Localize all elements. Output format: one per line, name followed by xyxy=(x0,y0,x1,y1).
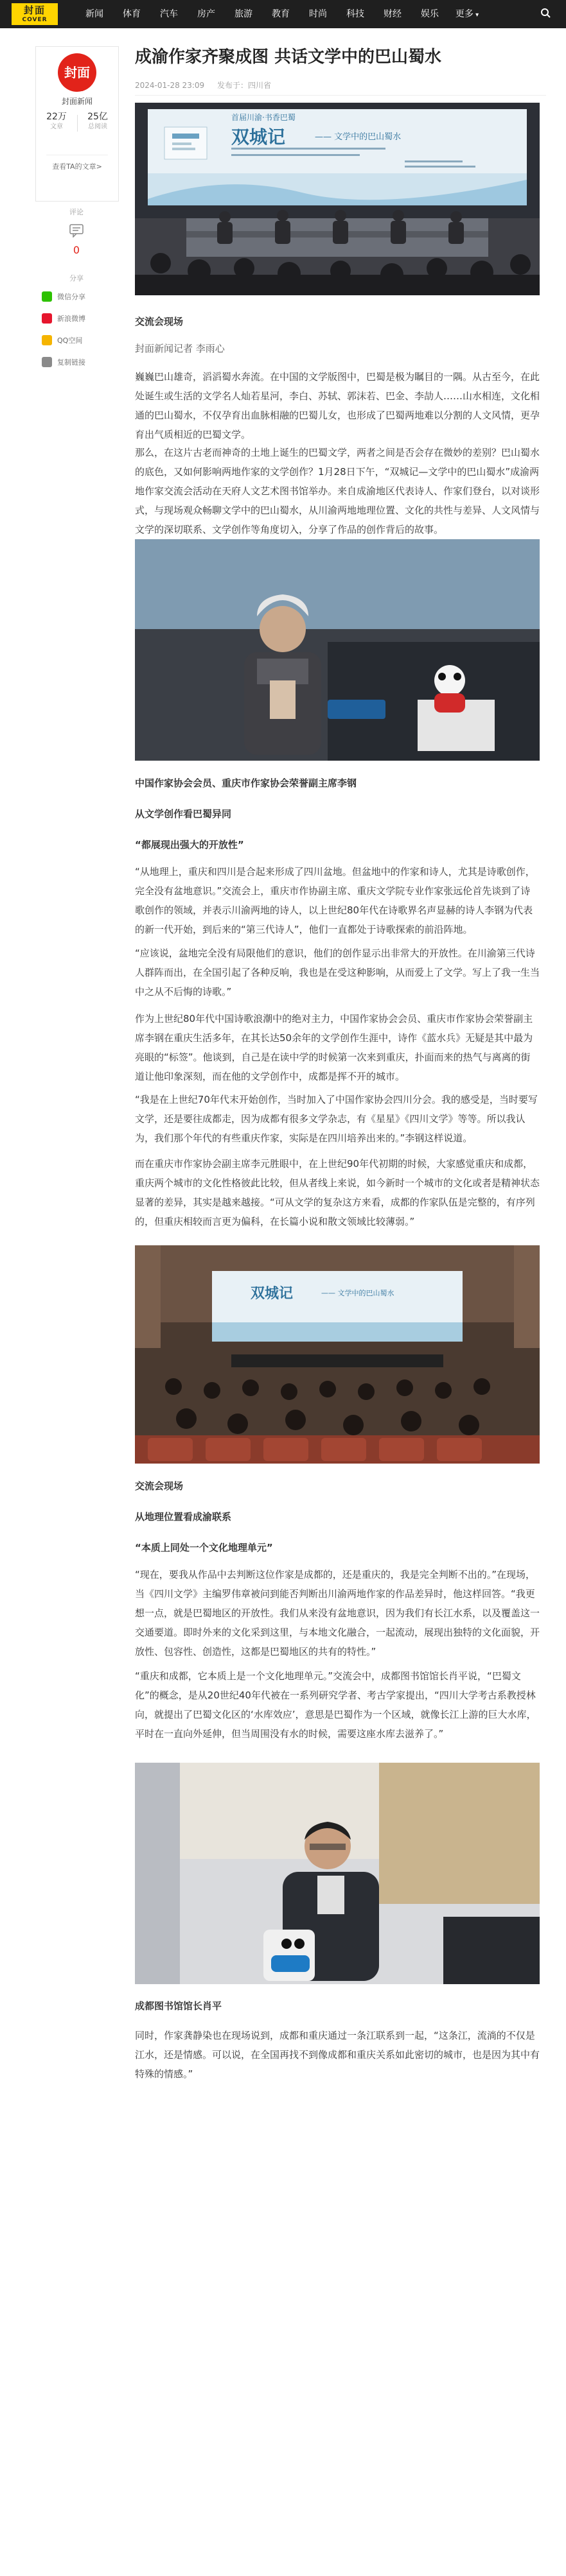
nav-item-house[interactable]: 房产 xyxy=(197,9,215,19)
title-divider xyxy=(135,95,546,96)
avatar[interactable]: 封面 xyxy=(58,53,96,92)
publish-date: 2024-01-28 23:09 xyxy=(135,81,205,90)
article-photo-stage xyxy=(135,103,540,295)
article-photo-speaker xyxy=(135,539,540,761)
section-subheading: “都展现出强大的开放性” xyxy=(135,839,244,851)
article-paragraph: 而在重庆市作家协会副主席李元胜眼中，在上世纪90年代初期的时候，大家感觉重庆和成都，重庆两个城市的文化性格彼此比较，但从者线上来说，如今新时一个城市的文化或者是精神状态显著的差异，其实是越来越接。“可从文学的复杂这方来看，成都的作家队伍是完整的，有序列的，但重庆相较而言更为偏科，在长篇小说和散文领域比较薄弱。” xyxy=(135,1158,540,1227)
article-title: 成渝作家齐聚成图 共话文学中的巴山蜀水 xyxy=(135,48,442,67)
views-stat xyxy=(77,111,118,132)
article-photo-auditorium xyxy=(135,1245,540,1464)
section-heading: 从文学创作看巴蜀异同 xyxy=(135,808,232,820)
banner-subtitle-text: —— 文学中的巴山蜀水 xyxy=(315,132,402,142)
comment-count[interactable]: 0 xyxy=(73,244,80,256)
article-paragraph: 同时，作家龚静染也在现场说到，成都和重庆通过一条江联系到一起，“这条江，流淌的不仅是江水，还是情感。可以说，在全国再找不到像成都和重庆关系如此密切的城市，也是因为其中有特殊的情感。” xyxy=(135,2030,540,2080)
nav-item-more[interactable]: 更多 ▾ xyxy=(448,0,486,28)
photo-caption: 成都图书馆馆长肖平 xyxy=(135,2000,222,2012)
xiao-photo-image xyxy=(135,1763,540,1984)
link-icon xyxy=(42,357,52,367)
share-weibo-label: 新浪微博 xyxy=(57,315,85,323)
articles-count: 22万 xyxy=(46,112,67,122)
author-card xyxy=(35,46,119,202)
share-wechat[interactable] xyxy=(42,286,118,307)
auditorium-photo-image xyxy=(135,1245,540,1464)
section-subheading: “本质上同处一个文化地理单元” xyxy=(135,1542,273,1553)
share-qzone-label: QQ空间 xyxy=(57,336,83,345)
banner-title-text: 双城记 xyxy=(231,126,286,148)
share-copy-label: 复制链接 xyxy=(57,358,85,367)
article-paragraph: 那么，在这片古老而神奇的土地上诞生的巴蜀文学，两者之间是否会存在微妙的差别？巴山蜀水的底色，又如何影响两地作家的文学创作？1月28日下午，“双城记—文学中的巴山蜀水”成渝两地作家交流会活动在天府人文艺术图书馆举办。来自成渝地区代表诗人、作家们登台，以对谈形式，与现场观众畅聊文学中的巴山蜀水，从川渝两地地理位置、文化的共性与差异、人文风情与文学的深切联系、文学创作等角度切入，分享了作品的创作背后的故事。 xyxy=(135,447,540,535)
nav-item-finance[interactable]: 财经 xyxy=(384,9,402,19)
article-paragraph: “我是在上世纪70年代末开始创作，当时加入了中国作家协会四川分会。我的感受是，当时要写文学，还是要往成都走，因为成都有很多文学杂志，有《星星》《四川文学》等等。所以我认为，我们那个年代的有些重庆作家，实际是在四川培养出来的。”李钢这样说道。 xyxy=(135,1094,538,1144)
banner-subtitle-text: —— 文学中的巴山蜀水 xyxy=(321,1289,394,1297)
share-qzone[interactable] xyxy=(42,329,118,351)
article-paragraph: 巍巍巴山雄奇，滔滔蜀水奔流。在中国的文学版图中，巴蜀是极为瞩目的一隅。从古至今，在此处诞生或生活的文学名人灿若星河，李白、苏轼、郭沫若、巴金、李劼人……山水相连，文化相通的巴山蜀水，不仅孕育出血脉相融的巴蜀儿女，也形成了巴蜀两地难以分割的人文风情，更孕育出气质相近的巴蜀文学。 xyxy=(135,371,540,440)
share-label: 分享 xyxy=(69,274,84,282)
share-copy-link[interactable] xyxy=(42,351,118,373)
search-icon[interactable] xyxy=(540,8,551,18)
nav-item-fashion[interactable]: 时尚 xyxy=(309,9,327,19)
views-label: 总阅读 xyxy=(88,123,107,130)
nav-item-auto[interactable]: 汽车 xyxy=(160,9,178,19)
qzone-icon xyxy=(42,335,52,345)
weibo-icon xyxy=(42,313,52,324)
comment-block xyxy=(35,207,118,256)
nav-item-entertainment[interactable]: 娱乐 xyxy=(421,9,439,19)
main-nav xyxy=(76,0,486,28)
view-all-articles-link[interactable]: 查看TA的文章> xyxy=(52,162,102,171)
site-logo[interactable] xyxy=(12,3,58,25)
nav-item-education[interactable]: 教育 xyxy=(272,9,290,19)
nav-item-travel[interactable]: 旅游 xyxy=(234,9,252,19)
nav-item-sports[interactable]: 体育 xyxy=(123,9,141,19)
banner-top-text: 首届川渝·书香巴蜀 xyxy=(231,113,296,122)
share-wechat-label: 微信分享 xyxy=(57,293,85,301)
top-nav-bar xyxy=(0,0,566,28)
speaker-photo-image xyxy=(135,539,540,761)
articles-stat xyxy=(36,111,77,132)
nav-item-news[interactable]: 新闻 xyxy=(85,9,103,19)
articles-label: 文章 xyxy=(50,123,63,130)
logo-text: 封面 xyxy=(23,4,46,16)
article-paragraph: “从地理上，重庆和四川是合起来形成了四川盆地。但盆地中的作家和诗人，尤其是诗歌创作，完全没有盆地意识。”交流会上，重庆市作协副主席、重庆文学院专业作家张远伦首先谈到了诗歌创作的领域，并表示川渝两地的诗人，以上世纪80年代在诗歌界名声显赫的诗人李钢为代表的新一代开始，到后来的“第三代诗人”，他们一直都处于诗歌探索的前沿阵地。 xyxy=(135,866,535,935)
logo-subtext: COVER xyxy=(22,17,48,23)
byline: 封面新闻记者 李雨心 xyxy=(135,343,225,354)
share-weibo[interactable] xyxy=(42,307,118,329)
author-stats xyxy=(36,111,118,137)
article-photo-speaker-xiao xyxy=(135,1763,540,1984)
section-heading: 从地理位置看成渝联系 xyxy=(135,1511,232,1523)
photo-caption: 中国作家协会会员、重庆市作家协会荣誉副主席李钢 xyxy=(135,777,357,789)
publish-location: 发布于：四川省 xyxy=(217,81,271,90)
photo-caption: 交流会现场 xyxy=(135,1480,184,1492)
article-paragraph: 作为上世纪80年代中国诗歌浪潮中的绝对主力，中国作家协会会员、重庆市作家协会荣誉副主席李钢在重庆生活多年，在其长达50余年的文学创作生涯中，诗作《蓝水兵》无疑是其中最为亮眼的“标签”。他谈到，自己是在读中学的时候第一次来到重庆，扑面而来的热气与离离的街道让他印象深刻，而在他的文学创作中，成都是挥不开的城市。 xyxy=(135,1013,533,1082)
article-paragraph: “现在，要我从作品中去判断这位作家是成都的，还是重庆的，我是完全判断不出的。”在现场，当《四川文学》主编罗伟章被问到能否判断出川渝两地作家的作品差异时，他这样回答。“我更想一点，就是巴蜀地区的开放性。我们从来没有盆地意识，因为我们有长江水系，以及覆盖这一交通要道。即时外来的文化采到这里，与本地文化融合，一起流动，展现出独特的文化面貌，开放性、包容性、创造性，这都是巴蜀地区的共有的特性。” xyxy=(135,1569,540,1657)
wechat-icon xyxy=(42,291,52,302)
comment-label: 评论 xyxy=(69,208,84,216)
article-meta xyxy=(135,80,281,91)
article-paragraph: “应该说，盆地完全没有局限他们的意识，他们的创作显示出非常大的开放性。在川渝第三代诗人群阵而出，在全国引起了各种反响，我也是在受这种影响，从而爱上了文学。写上了我一生当中之从不后悔的诗歌。” xyxy=(135,947,540,998)
nav-item-tech[interactable]: 科技 xyxy=(346,9,364,19)
article-paragraph: “重庆和成都，它本质上是一个文化地理单元。”交流会中，成都图书馆馆长肖平说，“巴蜀文化”的概念，是从20世纪40年代被在一系列研究学者、考古学家提出，“四川大学考古系教授林向，就提出了巴蜀文化区的‘水库效应’，意思是巴蜀作为一个区域，就像长江上游的巨大水库，平时在一直向外延伸，但当周围没有水的时候，需要这座水库去滋养了。” xyxy=(135,1670,536,1740)
views-count: 25亿 xyxy=(87,112,108,122)
share-list xyxy=(42,286,118,373)
comment-icon[interactable] xyxy=(69,223,84,238)
author-name[interactable]: 封面新闻 xyxy=(61,97,93,106)
banner-title-text: 双城记 xyxy=(251,1285,294,1302)
photo-caption: 交流会现场 xyxy=(135,316,184,327)
